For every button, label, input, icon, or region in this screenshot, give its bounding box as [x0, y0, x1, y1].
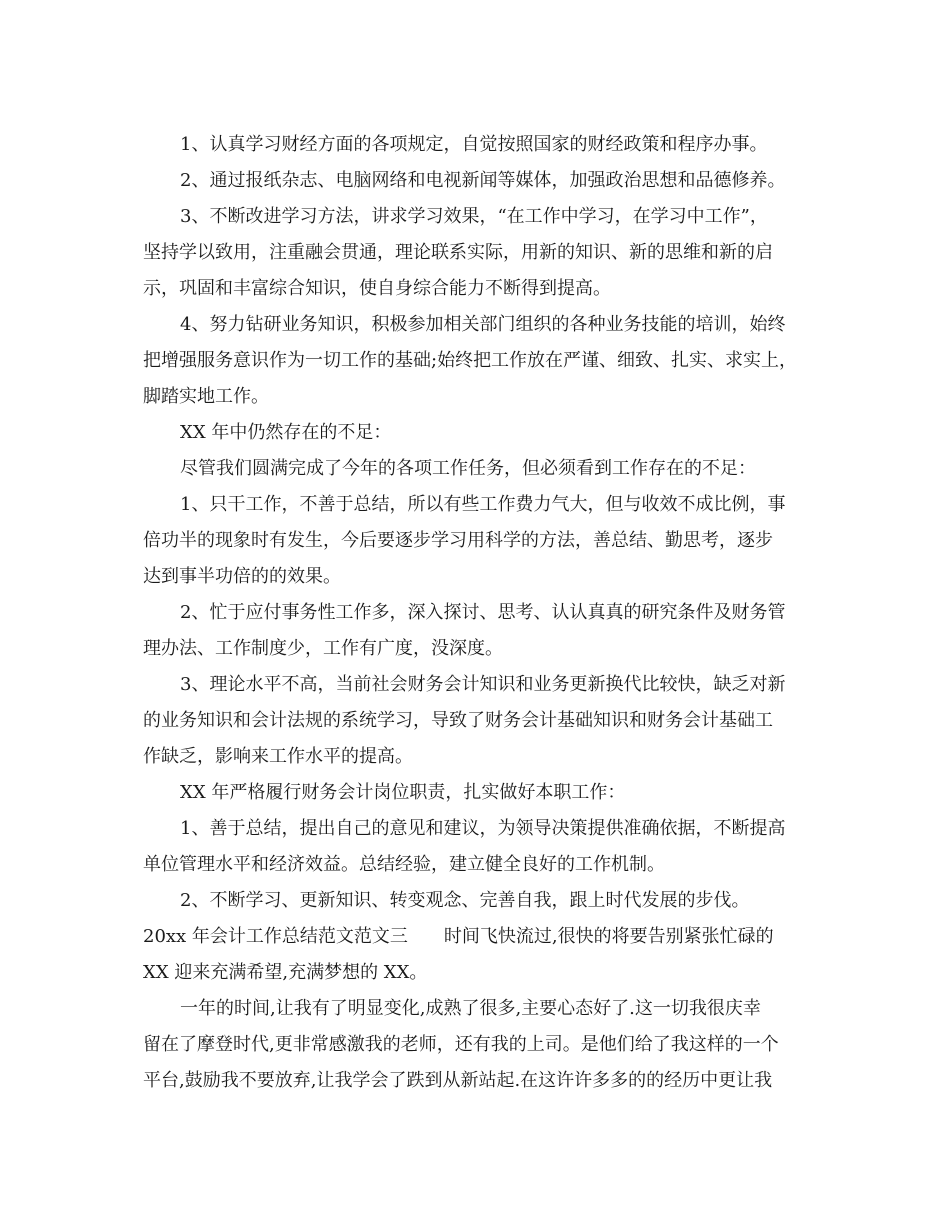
text-line: 2、忙于应付事务性工作多，深入探讨、思考、认认真真的研究条件及财务管: [180, 602, 786, 623]
text-line: 2、不断学习、更新知识、转变观念、完善自我，跟上时代发展的步伐。: [180, 890, 750, 911]
text-line: 4、努力钻研业务知识，积极参加相关部门组织的各种业务技能的培训，始终: [180, 314, 786, 335]
text-line: 坚持学以致用，注重融会贯通，理论联系实际，用新的知识、新的思维和新的启: [143, 242, 773, 263]
text-line: 作缺乏，影响来工作水平的提高。: [143, 746, 413, 767]
section-heading: XX 年中仍然存在的不足：: [180, 422, 392, 443]
text-line: XX 迎来充满希望,充满梦想的 XX。: [143, 962, 428, 983]
section-title-line: 20xx 年会计工作总结范文范文三 时间飞快流过,很快的将要告别紧张忙碌的: [143, 926, 774, 947]
text-line: 一年的时间,让我有了明显变化,成熟了很多,主要心态好了.这一切我很庆幸: [180, 998, 761, 1019]
text-line: 平台,鼓励我不要放弃,让我学会了跌到从新站起.在这许许多多的的经历中更让我: [143, 1070, 773, 1091]
text-line: 2、通过报纸杂志、电脑网络和电视新闻等媒体，加强政治思想和品德修养。: [180, 170, 786, 191]
text-line: 尽管我们圆满完成了今年的各项工作任务，但必须看到工作存在的不足：: [180, 458, 756, 479]
text-line: 3、不断改进学习方法，讲求学习效果，“在工作中学习，在学习中工作”，: [180, 206, 768, 227]
text-line: 理办法、工作制度少，工作有广度，没深度。: [143, 638, 503, 659]
text-line: 把增强服务意识作为一切工作的基础;始终把工作放在严谨、细致、扎实、求实上，: [143, 350, 798, 371]
text-line: 的业务知识和会计法规的系统学习，导致了财务会计基础知识和财务会计基础工: [143, 710, 773, 731]
section-heading: XX 年严格履行财务会计岗位职责，扎实做好本职工作：: [180, 782, 626, 803]
text-line: 脚踏实地工作。: [143, 386, 269, 407]
text-line: 3、理论水平不高，当前社会财务会计知识和业务更新换代比较快，缺乏对新: [180, 674, 786, 695]
text-line: 达到事半功倍的的效果。: [143, 566, 341, 587]
text-line: 1、只干工作，不善于总结，所以有些工作费力气大，但与收效不成比例，事: [180, 494, 786, 515]
text-line: 留在了摩登时代,更非常感激我的老师，还有我的上司。是他们给了我这样的一个: [143, 1034, 779, 1055]
text-line: 单位管理水平和经济效益。总结经验，建立健全良好的工作机制。: [143, 854, 665, 875]
text-line: 倍功半的现象时有发生，今后要逐步学习用科学的方法，善总结、勤思考，逐步: [143, 530, 773, 551]
text-line: 1、善于总结，提出自己的意见和建议，为领导决策提供准确依据，不断提高: [180, 818, 786, 839]
text-line: 1、认真学习财经方面的各项规定，自觉按照国家的财经政策和程序办事。: [180, 134, 768, 155]
text-line: 示，巩固和丰富综合知识，使自身综合能力不断得到提高。: [143, 278, 611, 299]
